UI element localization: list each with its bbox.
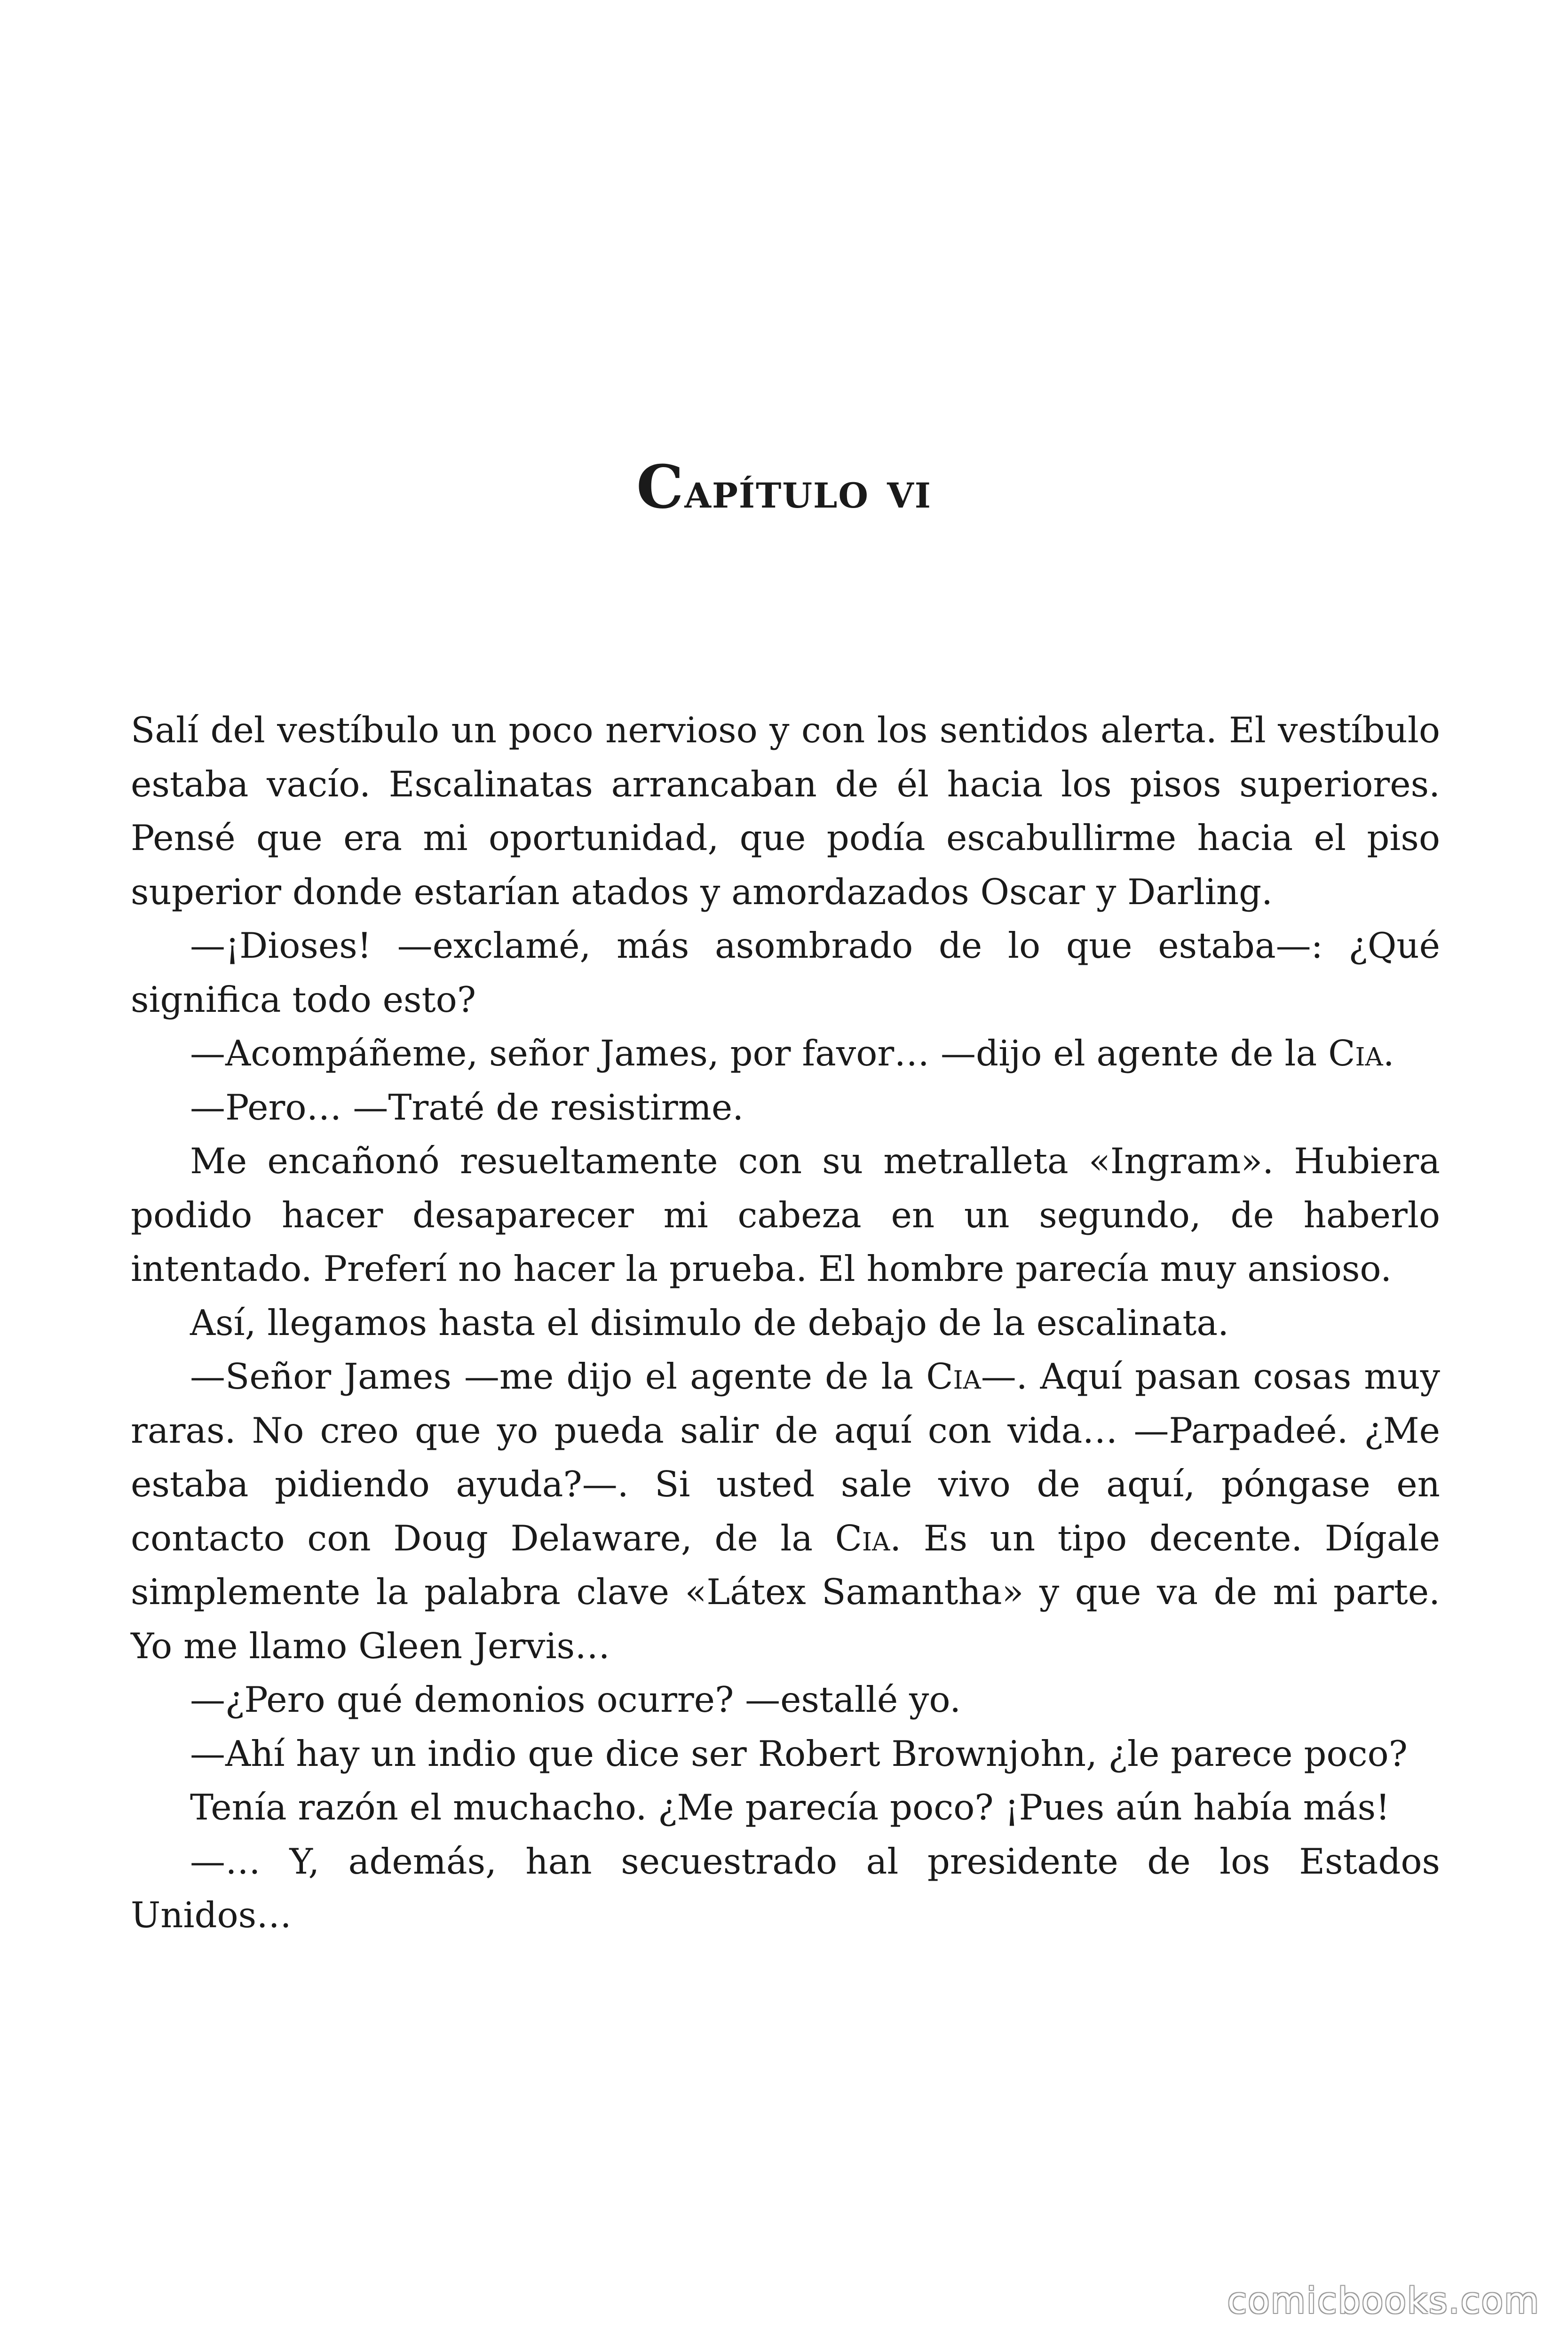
chapter-title-rest: apítulo vi bbox=[684, 461, 932, 519]
paragraph-7 bbox=[131, 1350, 1440, 1673]
paragraph-7-text-c: . Es un tipo decente. Dígale simplemente la palabra clave «Látex Samantha» y que va de mi parte. Yo me llamo Gleen Jervis… bbox=[131, 1517, 1440, 1667]
paragraph-8: —¿Pero qué demonios ocurre? —estallé yo. bbox=[190, 1679, 961, 1720]
paragraph-9: —Ahí hay un indio que dice ser Robert Brownjohn, ¿le parece poco? bbox=[190, 1732, 1408, 1774]
paragraph-4: —Pero… —Traté de resistirme. bbox=[190, 1086, 744, 1128]
watermark: comicbooks.com bbox=[1227, 2280, 1540, 2321]
cia-acronym: Cia bbox=[835, 1517, 890, 1559]
paragraph-3-text-b: . bbox=[1383, 1033, 1394, 1074]
chapter-body bbox=[131, 703, 1440, 1942]
paragraph-5: Me encañonó resueltamente con su metralleta «Ingram». Hubiera podido hacer desaparecer mi cabeza en un segundo, de haberlo intentado. Preferí no hacer la prueba. El hombre parecía muy ansioso. bbox=[131, 1140, 1440, 1289]
paragraph-7-text-b: —. Aquí pasan cosas muy raras. No creo que yo pueda salir de aquí con vida… —Parpadeé. ¿Me estaba pidiendo ayuda?—. Si usted sale vivo de aquí, póngase en contacto con Doug Delaware, de la bbox=[131, 1356, 1440, 1559]
paragraph-1: Salí del vestíbulo un poco nervioso y con los sentidos alerta. El vestíbulo estaba vacío. Escalinatas arrancaban de él hacia los pisos superiores. Pensé que era mi oportunidad, que podía escabullirme hacia el piso superior donde estarían atados y amordazados Oscar y Darling. bbox=[131, 709, 1440, 913]
paragraph-2: —¡Dioses! —exclamé, más asombrado de lo que estaba—: ¿Qué significa todo esto? bbox=[131, 925, 1440, 1020]
paragraph-10: Tenía razón el muchacho. ¿Me parecía poco? ¡Pues aún había más! bbox=[190, 1787, 1390, 1828]
chapter-title bbox=[0, 452, 1568, 523]
paragraph-3 bbox=[131, 1026, 1440, 1081]
paragraph-11: —… Y, además, han secuestrado al presidente de los Estados Unidos… bbox=[131, 1840, 1440, 1936]
paragraph-3-text-a: —Acompáñeme, señor James, por favor… —dijo el agente de la bbox=[190, 1033, 1329, 1074]
paragraph-6: Así, llegamos hasta el disimulo de debajo de la escalinata. bbox=[190, 1302, 1229, 1343]
paragraph-7-text-a: —Señor James —me dijo el agente de la bbox=[190, 1356, 927, 1397]
cia-acronym: Cia bbox=[926, 1356, 981, 1397]
cia-acronym: Cia bbox=[1328, 1033, 1383, 1074]
chapter-title-initial: C bbox=[636, 452, 685, 522]
